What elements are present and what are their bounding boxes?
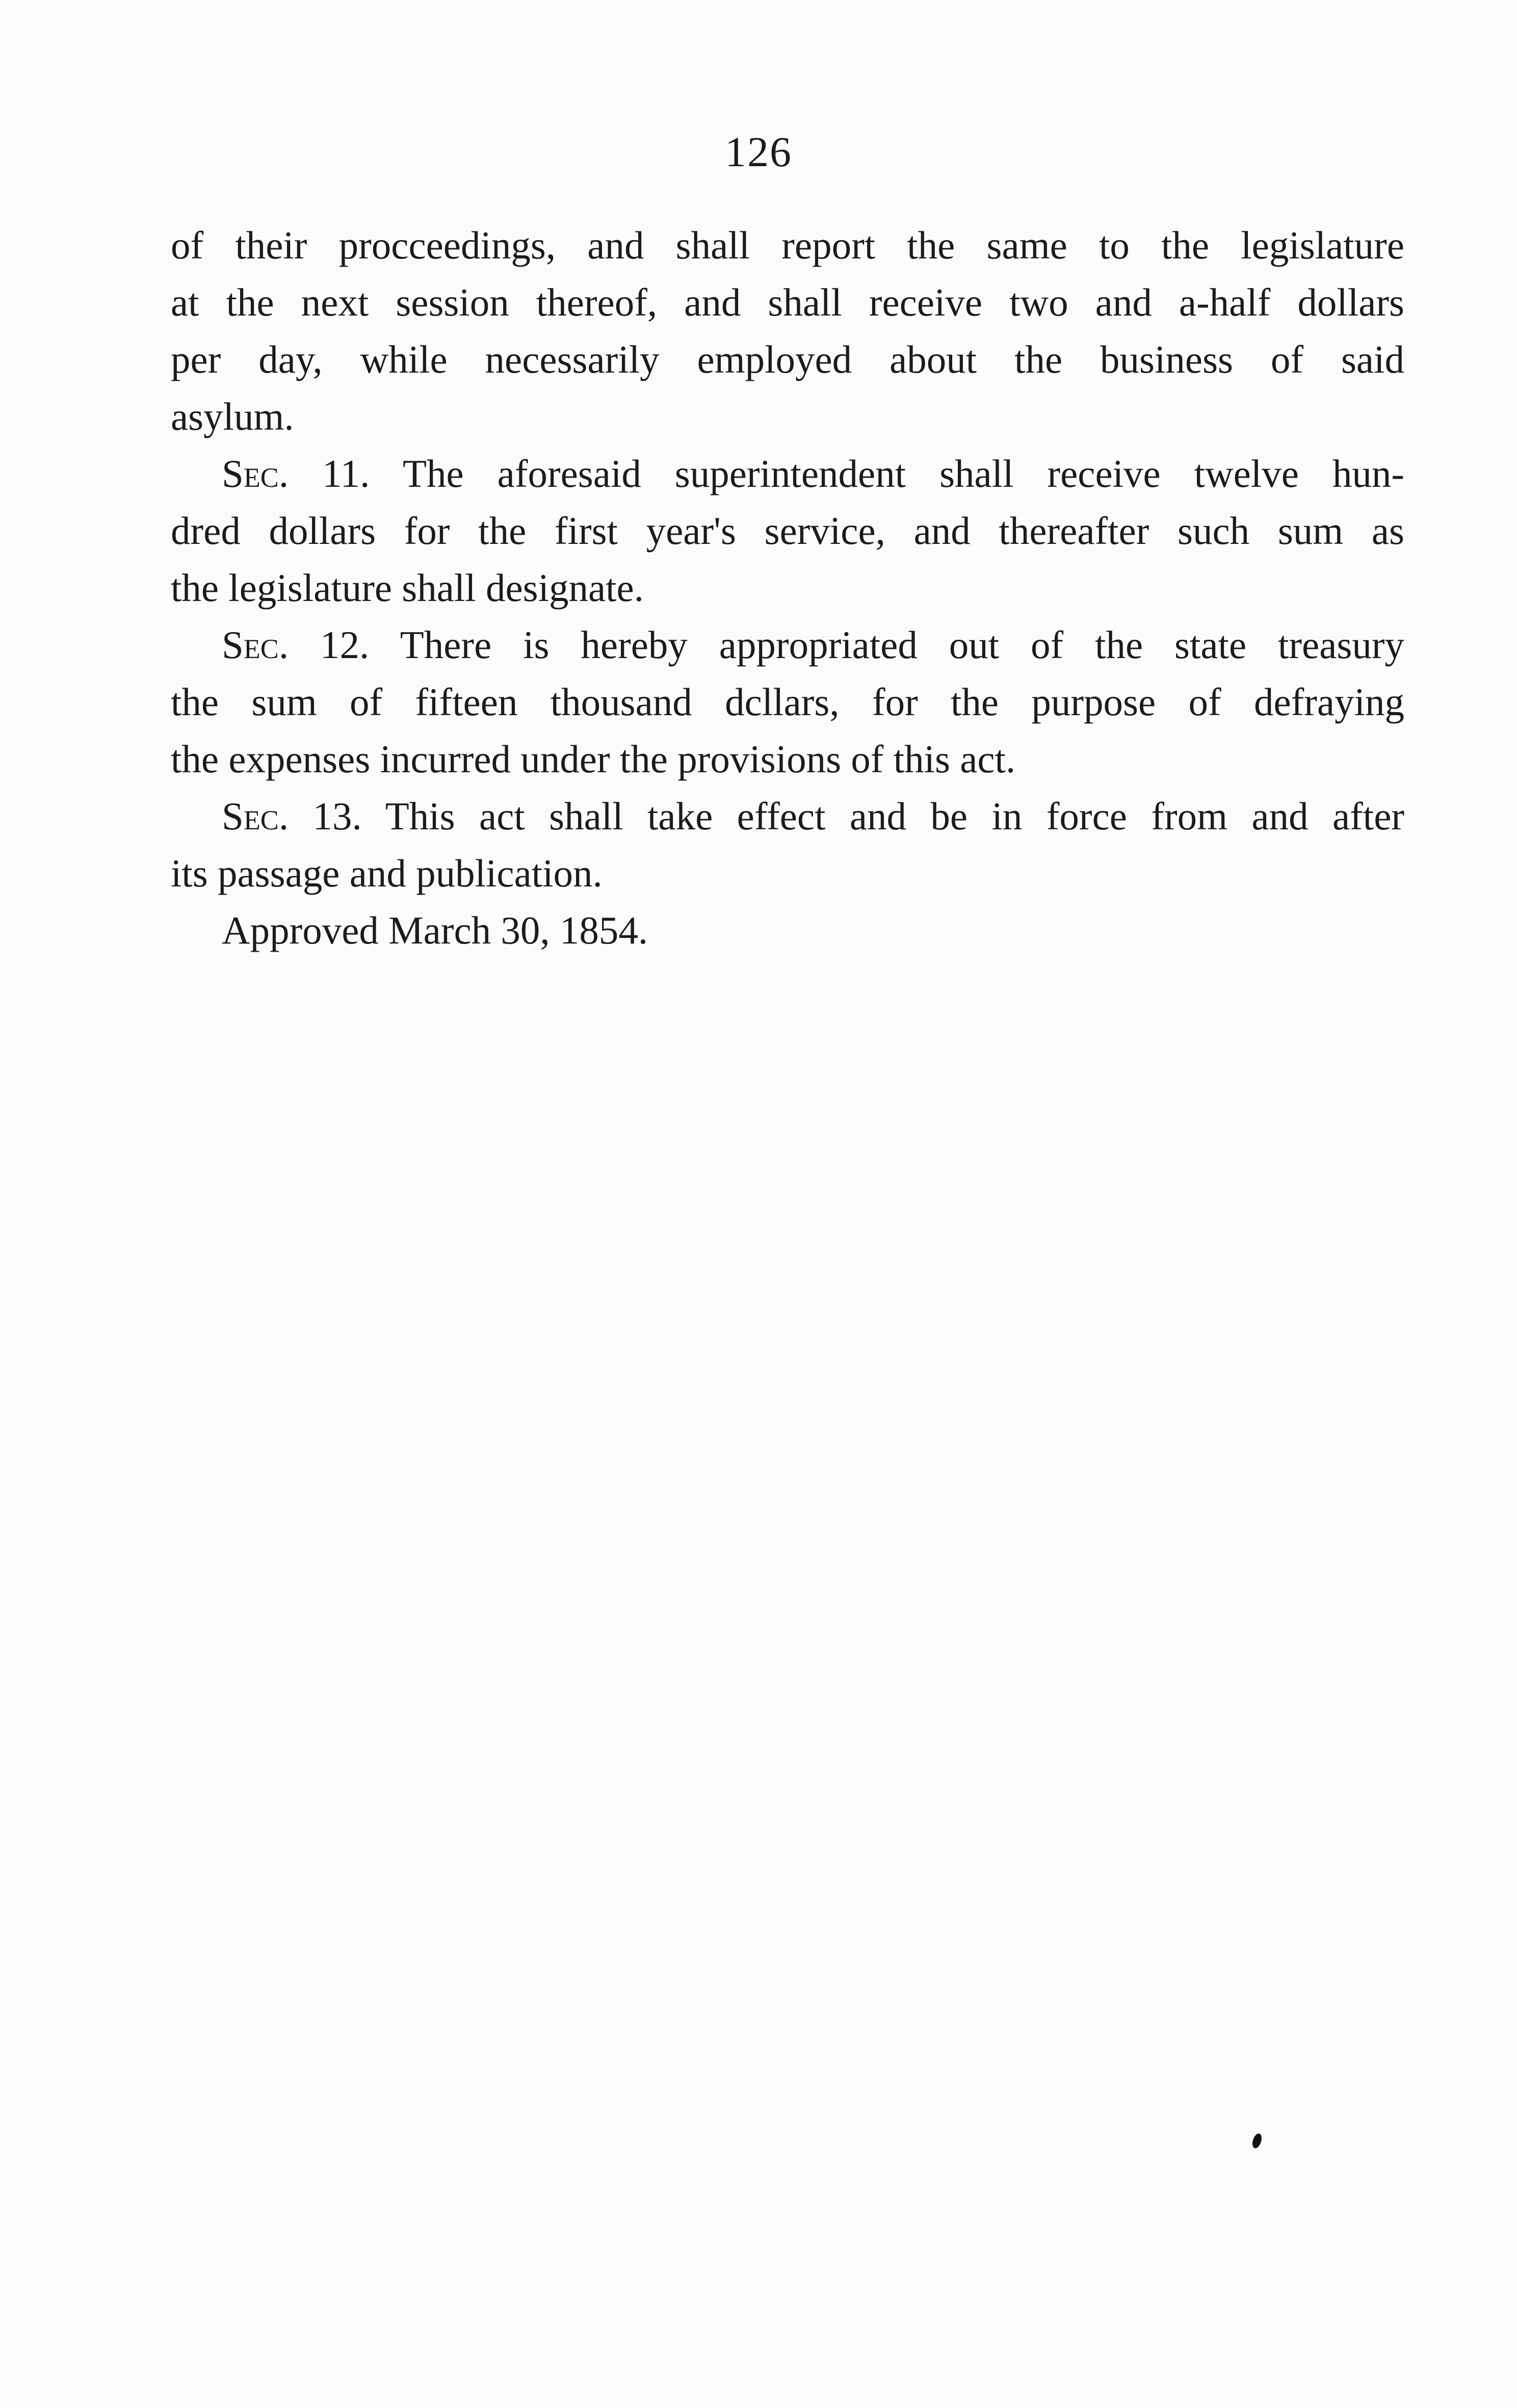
section-12-line: Sec. 12. There is hereby appropriated out of the state treasury: [222, 623, 1404, 667]
text-line: per day, while necessarily employed about the business of said: [171, 337, 1404, 381]
text-line: the legislature shall designate.: [171, 566, 644, 610]
text-line: dred dollars for the first year's service, and thereafter such sum as: [171, 509, 1404, 553]
statute-text: [171, 217, 1404, 959]
text-line: the sum of fifteen thousand dcllars, for the purpose of defraying: [171, 680, 1404, 724]
text-line: of their procceedings, and shall report the same to the legislature: [171, 223, 1404, 267]
ink-speck: [1251, 2132, 1263, 2149]
text-line: at the next session thereof, and shall receive two and a-half dollars: [171, 280, 1404, 324]
text-line: its passage and publication.: [171, 851, 603, 895]
section-11-line: Sec. 11. The aforesaid superintendent shall receive twelve hun-: [222, 452, 1404, 495]
section-label: Sec. 13.: [222, 794, 362, 838]
page-number: 126: [725, 128, 792, 176]
section-13-line: Sec. 13. This act shall take effect and be in force from and after: [222, 794, 1405, 838]
section-label: Sec. 12.: [222, 623, 370, 667]
approval-line: Approved March 30, 1854.: [222, 908, 648, 952]
text-line: the expenses incurred under the provisions of this act.: [171, 737, 1016, 781]
text-line: asylum.: [171, 395, 294, 438]
section-label: Sec. 11.: [222, 452, 370, 495]
